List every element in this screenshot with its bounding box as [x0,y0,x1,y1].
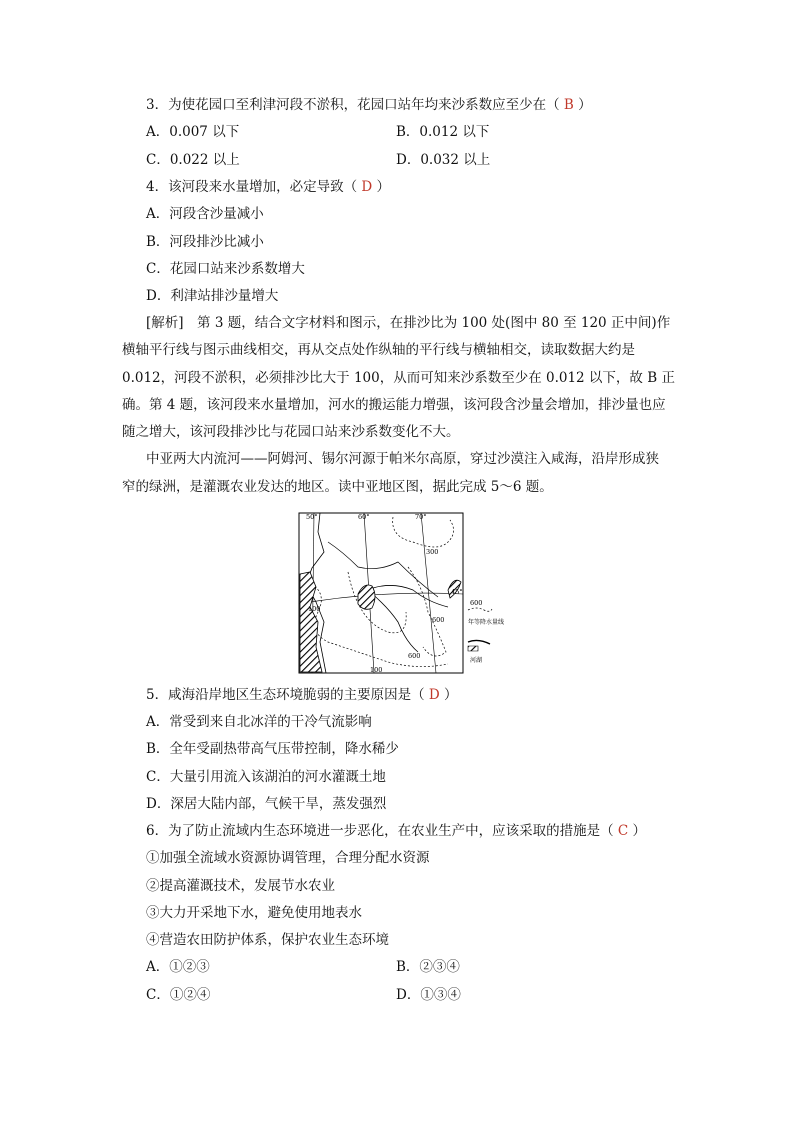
analysis-line-4: 确。第 4 题，该河段来水量增加，河水的搬运能力增强，该河段含沙量会增加，排沙量也应 [122,397,666,413]
q6-option-a: A．①②③ [146,959,210,975]
legend-isohyet-value: 600 [470,599,483,607]
analysis-line-1: [解析] 第 3 题，结合文字材料和图示，在排沙比为 100 处(图中 80 至 120 正中间)作 [146,315,671,331]
question-4-stem [146,178,390,196]
question-3-stem [146,96,592,114]
question-5-text: 5．咸海沿岸地区生态环境脆弱的主要原因是（ [146,687,429,703]
label-lon-60: 60° [358,513,370,521]
q5-option-a: A．常受到来自北冰洋的干冷气流影响 [146,714,372,730]
q4-option-a: A．河段含沙量减小 [146,206,264,222]
question-6-answer: C [617,823,629,839]
contour-label-600-b: 600 [408,652,421,660]
legend-river-line [468,640,490,644]
q6-item-2: ②提高灌溉技术，发展节水农业 [146,878,335,894]
q3-option-d: D．0.032 以上 [396,152,491,168]
question-5-answer: D [428,687,440,703]
question-3-answer: B [563,97,574,113]
legend-lake-label: 河湖 [470,657,483,664]
q4-option-c: C．花园口站来沙系数增大 [146,261,305,277]
analysis-line-2: 横轴平行线与图示曲线相交，再从交点处作纵轴的平行线与横轴相交，读取数据大约是 [122,342,635,358]
q4-option-d: D．利津站排沙量增大 [146,288,279,304]
q3-option-a: A．0.007 以下 [146,124,240,140]
q6-item-4: ④营造农田防护体系，保护农业生态环境 [146,932,389,948]
passage-line-2: 窄的绿洲，是灌溉农业发达的地区。读中亚地区图，据此完成 5～6 题。 [122,479,553,495]
map-svg [298,512,505,674]
contour-label-600-a: 600 [432,616,445,624]
q6-item-1: ①加强全流域水资源协调管理，合理分配水资源 [146,850,430,866]
contour-label-300: 300 [426,548,439,556]
q6-item-3: ③大力开采地下水，避免使用地表水 [146,905,362,921]
q3-option-b: B．0.012 以下 [396,124,490,140]
contour-label-100-bottom: 100 [370,666,383,674]
q4-option-b: B．河段排沙比减小 [146,234,264,250]
question-3-text: 3．为使花园口至利津河段不淤积，花园口站年均来沙系数应至少在（ [146,97,564,113]
label-lon-50: 50° [306,513,318,521]
legend-isohyet-line [468,608,492,611]
q3-option-c: C．0.022 以上 [146,152,240,168]
question-5-stem [146,686,458,704]
passage-line-1: 中亚两大内流河——阿姆河、锡尔河源于帕米尔高原，穿过沙漠注入咸海，沿岸形成狭 [146,451,659,467]
q5-option-c: C．大量引用流入该湖泊的河水灌溉土地 [146,769,386,785]
central-asia-map [298,512,505,674]
q6-option-d: D．①③④ [396,987,461,1003]
question-4-text-end: ） [372,179,391,195]
q6-option-c: C．①②④ [146,987,211,1003]
question-4-text: 4．该河段来水量增加，必定导致（ [146,179,362,195]
contour-label-100-left: 100 [308,605,321,613]
q5-option-b: B．全年受副热带高气压带控制，降水稀少 [146,741,399,757]
question-6-stem [146,822,646,840]
label-lon-70: 70° [415,513,427,521]
question-5-text-end: ） [439,687,458,703]
analysis-line-3: 0.012，河段不淤积，必须排沙比大于 100，从而可知来沙系数至少在 0.012 以下，故 B 正 [122,370,675,386]
analysis-line-5: 随之增大，该河段排沙比与花园口站来沙系数变化不大。 [122,424,460,440]
label-lat-45: 45° [451,588,463,596]
question-4-answer: D [361,179,373,195]
legend-isohyet-label: 年等降水量线 [468,619,505,626]
question-6-text: 6．为了防止流域内生态环境进一步恶化，在农业生产中，应该采取的措施是（ [146,823,618,839]
legend-lake-swatch [468,646,478,651]
q6-option-b: B．②③④ [396,959,460,975]
question-3-text-end: ） [573,97,592,113]
question-6-text-end: ） [628,823,647,839]
q5-option-d: D．深居大陆内部，气候干旱，蒸发强烈 [146,796,387,812]
